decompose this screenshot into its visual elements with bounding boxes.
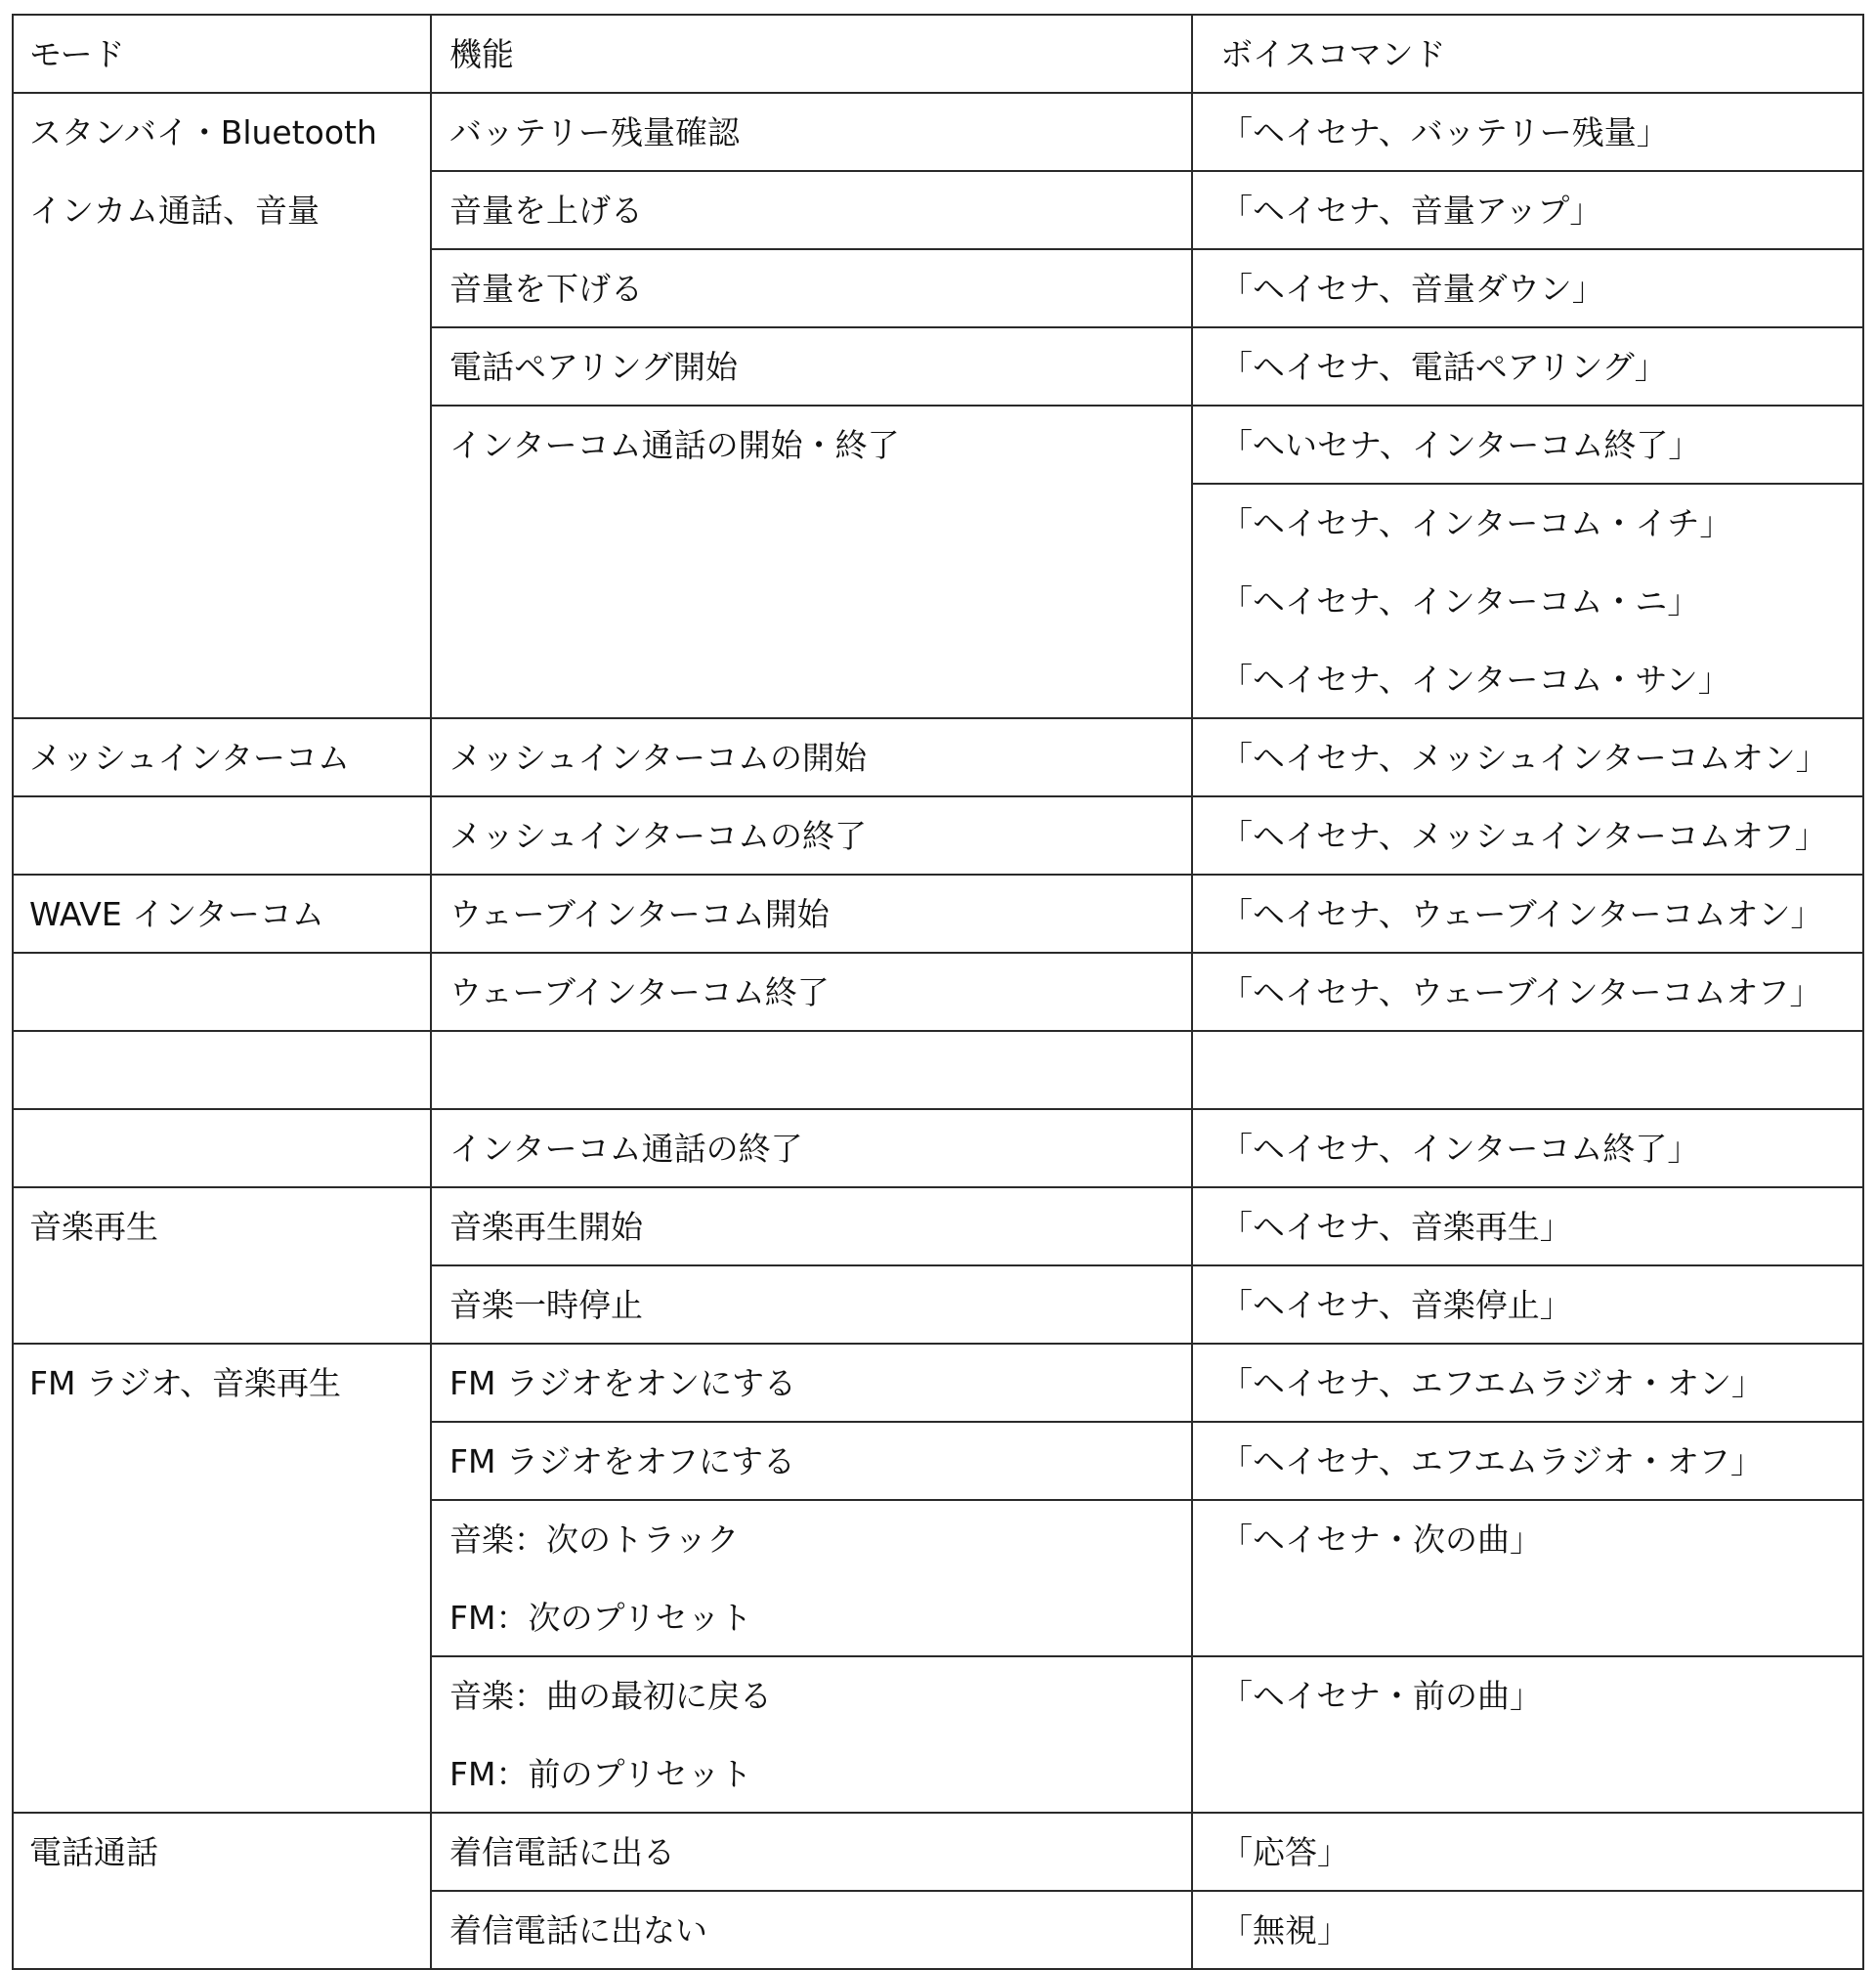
voice-command-cell: 「ヘイセナ、ウェーブインターコムオフ」 — [1220, 973, 1822, 1011]
grid-line-horizontal — [430, 1890, 1864, 1892]
grid-line-horizontal — [430, 248, 1864, 250]
voice-command-cell: 「ヘイセナ、音量アップ」 — [1220, 192, 1602, 230]
function-cell: バッテリー残量確認 — [449, 113, 740, 151]
grid-line-horizontal — [12, 717, 1864, 719]
grid-line-horizontal — [430, 1421, 1864, 1423]
function-cell: 音楽一時停止 — [449, 1286, 643, 1324]
mode-cell: スタンバイ・Bluetooth — [29, 113, 377, 151]
grid-line-horizontal — [12, 14, 1864, 16]
grid-line-horizontal — [430, 405, 1864, 407]
mode-cell: WAVE インターコム — [29, 895, 324, 933]
header-function: 機能 — [449, 35, 514, 73]
voice-command-cell: 「応答」 — [1220, 1833, 1349, 1871]
grid-line-vertical — [430, 14, 432, 1970]
function-cell: ウェーブインターコム終了 — [449, 973, 830, 1011]
voice-command-cell: 「へいセナ、インターコム終了」 — [1220, 426, 1701, 464]
header-mode: モード — [29, 35, 125, 73]
voice-command-cell: 「ヘイセナ、エフエムラジオ・オフ」 — [1220, 1442, 1764, 1480]
grid-line-horizontal — [430, 1264, 1864, 1266]
grid-line-horizontal — [12, 92, 1864, 94]
grid-line-horizontal — [12, 1812, 1864, 1814]
function-cell: FM ラジオをオンにする — [449, 1364, 796, 1402]
header-voice-command: ボイスコマンド — [1220, 35, 1446, 73]
mode-cell: インカム通話、音量 — [29, 192, 320, 230]
voice-command-cell: 「ヘイセナ・次の曲」 — [1220, 1520, 1543, 1559]
function-cell: インターコム通話の開始・終了 — [449, 426, 900, 464]
voice-command-cell: 「ヘイセナ、音楽停止」 — [1220, 1286, 1572, 1324]
voice-command-cell: 「ヘイセナ、エフエムラジオ・オン」 — [1220, 1364, 1765, 1402]
grid-line-vertical — [12, 14, 14, 1970]
voice-command-cell: 「ヘイセナ、メッシュインターコムオン」 — [1220, 739, 1828, 777]
voice-command-cell: 「ヘイセナ、インターコム・サン」 — [1220, 661, 1730, 699]
function-cell: 音楽再生開始 — [449, 1208, 643, 1246]
voice-command-cell: 「ヘイセナ、インターコム・イチ」 — [1220, 504, 1732, 542]
voice-command-cell: 「ヘイセナ、音量ダウン」 — [1220, 270, 1604, 308]
voice-command-cell: 「ヘイセナ・前の曲」 — [1220, 1677, 1543, 1715]
function-cell: FM ラジオをオフにする — [449, 1442, 795, 1480]
function-cell: メッシュインターコムの終了 — [449, 817, 868, 855]
grid-line-horizontal — [1191, 483, 1864, 485]
voice-command-cell: 「ヘイセナ、バッテリー残量」 — [1220, 113, 1669, 151]
mode-cell: メッシュインターコム — [29, 739, 351, 777]
grid-line-horizontal — [430, 1655, 1864, 1657]
voice-command-cell: 「ヘイセナ、メッシュインターコムオフ」 — [1220, 817, 1827, 855]
function-cell: 音楽：次のトラック — [449, 1520, 740, 1559]
function-cell: 音楽：曲の最初に戻る — [449, 1677, 772, 1715]
grid-line-horizontal — [430, 170, 1864, 172]
mode-cell: 電話通話 — [29, 1833, 158, 1871]
grid-line-horizontal — [12, 874, 1864, 876]
mode-cell: FM ラジオ、音楽再生 — [29, 1364, 341, 1402]
function-cell: インターコム通話の終了 — [449, 1130, 803, 1168]
function-cell: メッシュインターコムの開始 — [449, 739, 868, 777]
voice-command-table — [12, 14, 1864, 1959]
grid-line-horizontal — [430, 326, 1864, 328]
grid-line-horizontal — [12, 795, 1864, 797]
grid-line-horizontal — [12, 1186, 1864, 1188]
function-cell: 着信電話に出る — [449, 1833, 675, 1871]
function-cell: 着信電話に出ない — [449, 1911, 707, 1949]
grid-line-horizontal — [12, 1343, 1864, 1345]
voice-command-cell: 「無視」 — [1220, 1911, 1349, 1949]
grid-line-horizontal — [12, 952, 1864, 954]
grid-line-vertical — [1191, 14, 1193, 1970]
function-cell: FM：次のプリセット — [449, 1599, 752, 1637]
function-cell: 音量を上げる — [449, 192, 643, 230]
voice-command-cell: 「ヘイセナ、インターコム・ニ」 — [1220, 582, 1700, 621]
grid-line-horizontal — [12, 1030, 1864, 1032]
voice-command-cell: 「ヘイセナ、音楽再生」 — [1220, 1208, 1572, 1246]
function-cell: ウェーブインターコム開始 — [449, 895, 830, 933]
voice-command-cell: 「ヘイセナ、インターコム終了」 — [1220, 1130, 1700, 1168]
voice-command-cell: 「ヘイセナ、ウェーブインターコムオン」 — [1220, 895, 1823, 933]
function-cell: FM：前のプリセット — [449, 1755, 752, 1793]
grid-line-horizontal — [430, 1499, 1864, 1501]
mode-cell: 音楽再生 — [29, 1208, 158, 1246]
voice-command-cell: 「ヘイセナ、電話ペアリング」 — [1220, 348, 1667, 386]
function-cell: 音量を下げる — [449, 270, 643, 308]
function-cell: 電話ペアリング開始 — [449, 348, 739, 386]
grid-line-horizontal — [12, 1108, 1864, 1110]
grid-line-vertical — [1862, 14, 1864, 1970]
